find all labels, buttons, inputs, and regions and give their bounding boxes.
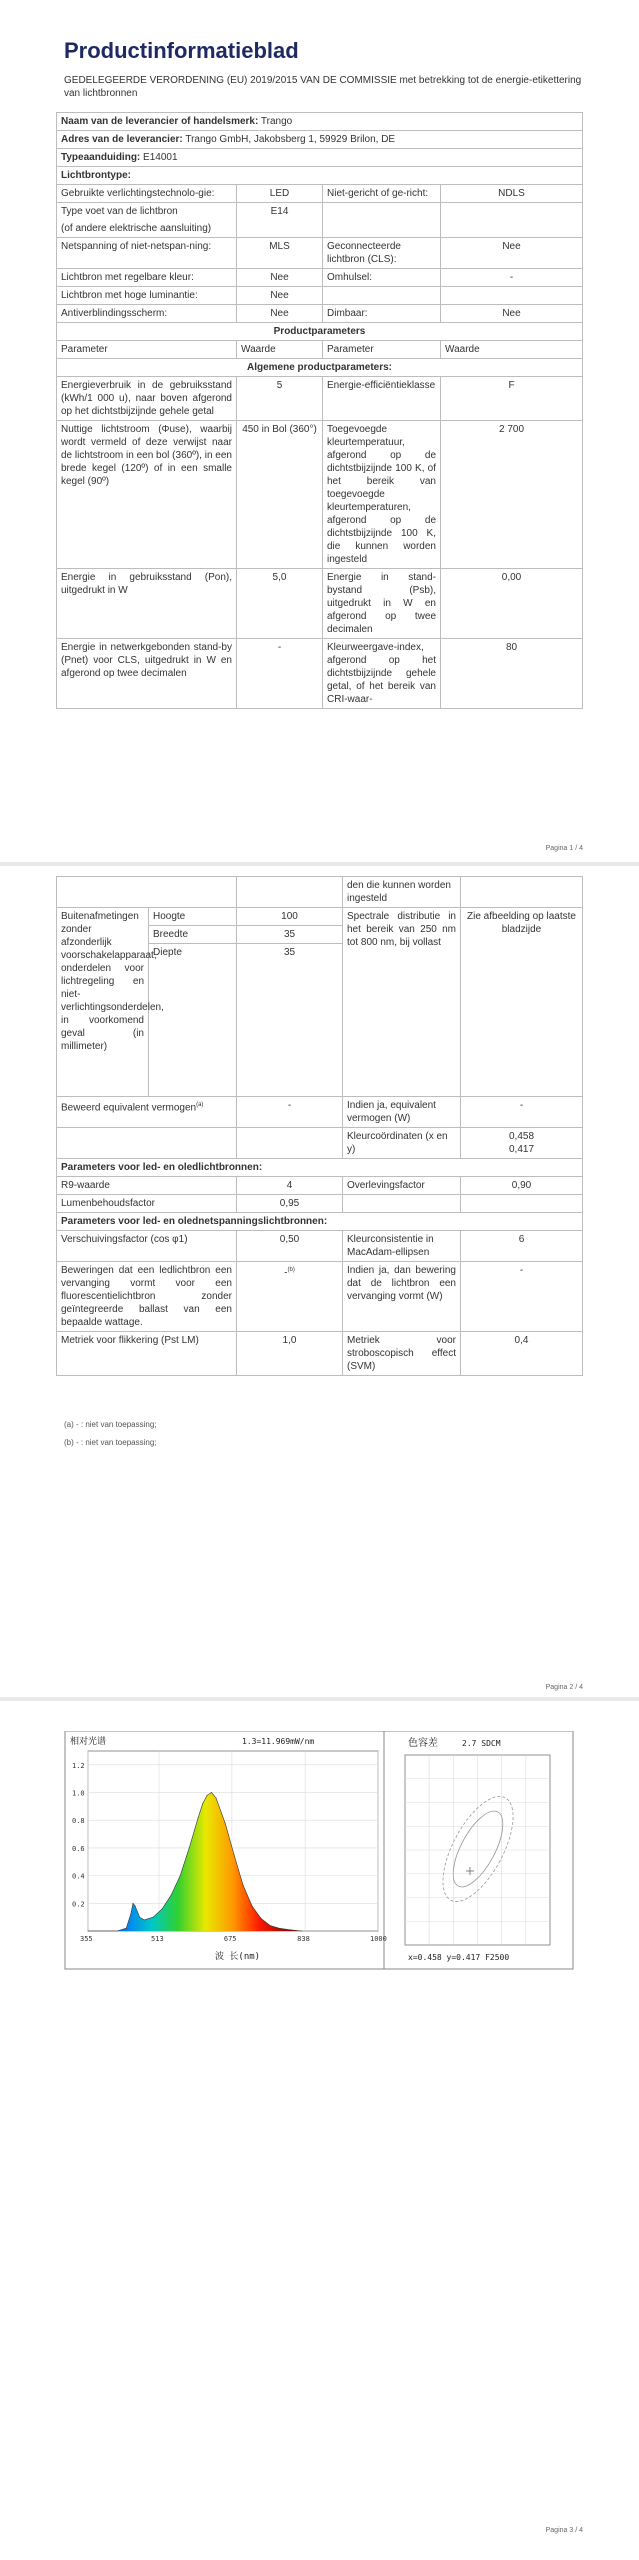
cie-title: 色容差 <box>408 1738 438 1749</box>
table-row: Verschuivingsfactor (cos φ1) 0,50 Kleurconsistentie in MacAdam-ellipsen 6 <box>57 1231 583 1262</box>
spectrum-data-point <box>144 1920 145 1921</box>
footnote-a: (a) - : niet van toepassing; <box>64 1420 157 1429</box>
mains-params-header: Parameters voor led- en olednetspanningslichtbronnen: <box>57 1213 583 1231</box>
led-params-header: Parameters voor led- en oledlichtbronnen: <box>57 1159 583 1177</box>
x-tick-label: 1000 <box>370 1935 387 1943</box>
general-params-header: Algemene productparameters: <box>57 359 583 377</box>
regulation-text: GEDELEGEERDE VERORDENING (EU) 2019/2015 VAN DE COMMISSIE met betrekking tot de energie-etikettering van lichtbronnen <box>64 75 582 99</box>
document-title: Productinformatieblad <box>64 38 299 63</box>
x-tick-label: 675 <box>223 1935 237 1943</box>
dimensions-label: Buitenafmetingen zonder afzonderlijk voorschakelapparaat, onderdelen voor lichtregeling en niet-verlichtingsonderdelen, in voorkomend geval (in millimeter) <box>57 908 149 1097</box>
spectrum-data-point <box>139 1917 140 1918</box>
table-row: Metriek voor flikkering (Pst LM) 1,0 Metriek voor stroboscopisch effect (SVM) 0,4 <box>57 1332 583 1376</box>
spectrum-data-point <box>117 1931 118 1932</box>
supplier-table <box>56 112 583 709</box>
spectrum-data-point <box>216 1798 217 1799</box>
spectrum-data-point <box>261 1918 262 1919</box>
spectrum-data-point <box>198 1817 199 1818</box>
table-row: Lichtbron met regelbare kleur: Nee Omhulsel: - <box>57 269 583 287</box>
table-row: Type voet van de lichtbron (of andere elektrische aansluiting) E14 <box>57 203 583 238</box>
x-tick-label: 513 <box>151 1935 164 1943</box>
table-row: Gebruikte verlichtingstechnolo-gie: LED Niet-gericht of ge-richt: NDLS <box>57 185 583 203</box>
supplier-row: Naam van de leverancier of handelsmerk: Trango <box>57 113 583 131</box>
page-number: Pagina 3 / 4 <box>545 2527 583 2534</box>
spectrum-info: 1.3=11.969mW/nm <box>242 1737 315 1746</box>
cie-coords: x=0.458 y=0.417 F2500 <box>408 1953 510 1962</box>
table-row: Energie in netwerkgebonden stand-by (Pnet) voor CLS, uitgedrukt in W en afgerond op twee decimalen - Kleurweergave-index, afgerond op het dichtstbijzijnde gehele getal, of het bereik van CRI-waar- 80 <box>57 639 583 709</box>
spectrum-data-point <box>153 1917 154 1918</box>
x-tick-label: 838 <box>297 1935 310 1943</box>
product-params-header: Productparameters <box>57 323 583 341</box>
spectrum-data-point <box>202 1803 203 1804</box>
table-row: den die kunnen worden ingesteld <box>57 877 583 908</box>
spectrum-data-point <box>225 1823 226 1824</box>
spectrum-data-point <box>234 1854 235 1855</box>
table-row: Beweerd equivalent vermogen$^{(a)}$ - Indien ja, equivalent vermogen (W) - <box>57 1097 583 1128</box>
type-header: Lichtbrontype: <box>57 167 583 185</box>
spectrum-data-point <box>180 1875 181 1876</box>
spectrum-data-point <box>252 1906 253 1907</box>
y-tick-label: 1.2 <box>72 1761 85 1770</box>
column-header-row: Parameter Waarde Parameter Waarde <box>57 341 583 359</box>
table-row: Lumenbehoudsfactor 0,95 <box>57 1195 583 1213</box>
spectrum-data-point <box>211 1792 212 1793</box>
spectrum-data-point <box>279 1928 280 1929</box>
y-tick-label: 0.8 <box>72 1817 85 1826</box>
table-row: Energieverbruik in de gebruiksstand (kWh/1 000 u), naar boven afgerond op het dichtstbijzijnde gehele getal 5 Energie-efficiëntieklasse F <box>57 377 583 421</box>
table-row: Beweringen dat een ledlichtbron een vervanging vormt voor een fluorescentielichtbron zonder geïntegreerde ballast van een bepaalde wattage. -$^{(b)}$ Indien ja, dan bewering dat de lichtbron een vervanging vormt (W) - <box>57 1262 583 1332</box>
spectrum-xlabel: 波 长(nm) <box>215 1952 261 1962</box>
spectrum-data-point <box>135 1906 136 1907</box>
spectrum-figure <box>0 1731 639 2031</box>
table-row: Nuttige lichtstroom (Φuse), waarbij wordt vermeld of deze verwijst naar de lichtstroom in een bol (360º), in een brede kegel (120º) of in een smalle kegel (90º) 450 in Bol (360°) Toegevoegde kleurtemperatuur, afgerond op de dichtstbijzijnde 100 K, of het bereik van toegevoegde kleurtemperaturen, afgerond op de dichtstbijzijnde 100 K, die kunnen worden ingesteld 2 700 <box>57 421 583 569</box>
cie-info: 2.7 SDCM <box>462 1739 501 1748</box>
spectrum-data-point <box>243 1885 244 1886</box>
spectrum-data-point <box>207 1795 208 1796</box>
table-row: Lichtbron met hoge luminantie: Nee <box>57 287 583 305</box>
spectrum-title: 相对光谱 <box>70 1737 107 1747</box>
spectrum-data-point <box>301 1931 302 1932</box>
page-number: Pagina 1 / 4 <box>545 845 583 852</box>
spectrum-data-point <box>88 1931 89 1932</box>
table-row: Kleurcoördinaten (x en y) 0,458 0,417 <box>57 1128 583 1159</box>
y-tick-label: 0.2 <box>72 1900 85 1909</box>
y-tick-label: 0.6 <box>72 1844 85 1853</box>
spectrum-data-point <box>133 1903 134 1904</box>
page-1 <box>0 0 639 866</box>
model-row: Typeaanduiding: E14001 <box>57 149 583 167</box>
address-row: Adres van de leverancier: Trango GmbH, Jakobsberg 1, 59929 Brilon, DE <box>57 131 583 149</box>
table-row: Energie in gebruiksstand (Pon), uitgedrukt in W 5,0 Energie in stand-bystand (Psb), uitgedrukt in W en afgerond op twee decimalen 0,00 <box>57 569 583 639</box>
spectrum-data-point <box>189 1848 190 1849</box>
spectrum-data-point <box>126 1928 127 1929</box>
spectrum-data-point <box>288 1929 289 1930</box>
dimensions-row: Buitenafmetingen zonder afzonderlijk voorschakelapparaat, onderdelen voor lichtregeling en niet-verlichtingsonderdelen, in voorkomend geval (in millimeter) Hoogte 100 Spectrale distributie in het bereik van 250 nm tot 800 nm, bij vollast Zie afbeelding op laatste bladzijde <box>57 908 583 926</box>
spectrum-data-point <box>171 1895 172 1896</box>
y-tick-label: 1.0 <box>72 1789 85 1798</box>
footnote-b: (b) - : niet van toepassing; <box>64 1438 157 1447</box>
page-2 <box>0 866 639 1701</box>
page-3 <box>0 1701 639 2560</box>
table-row: Netspanning of niet-netspan-ning: MLS Geconnecteerde lichtbron (CLS): Nee <box>57 238 583 269</box>
x-tick-label: 355 <box>80 1935 93 1943</box>
table-row: R9-waarde 4 Overlevingsfactor 0,90 <box>57 1177 583 1195</box>
table-row: Antiverblindingsscherm: Nee Dimbaar: Nee <box>57 305 583 323</box>
page-number: Pagina 2 / 4 <box>545 1684 583 1691</box>
spectrum-data-point <box>270 1925 271 1926</box>
spectrum-data-point <box>162 1908 163 1909</box>
parameters-table-continued: den die kunnen worden ingesteld Buitenafmetingen zonder afzonderlijk voorschakelapparaat, onderdelen voor lichtregeling en niet-verlichtingsonderdelen, in voorkomend geval (in millimeter) Hoogte 100 Spectrale distributie in het bereik van 250 nm tot 800 nm, bij vollast Zie afbeelding op laatste bladzijde Breedte 35 Diepte 35 Beweerd equivalent vermogen$^{(a)}$ - Indien ja, equivalent vermogen (W) - Kleurcoördinaten (x en y) 0,458 0,417 Parameters voor led- en oledlichtbronnen: R9-waarde 4 Overlevingsfactor 0,90 Lumenbehoudsfactor 0,95 Parameters voor led- en olednetspanningslichtbronnen: Verschuivingsfactor (cos φ1) 0,50 Kleurconsistentie in MacAdam-ellipsen 6 Beweringen dat een ledlichtbron een vervanging vormt voor een fluorescentielichtbron zonder geïntegreerde ballast van een bepaalde wattage. -$^{(b)}$ Indien ja, dan bewering dat de lichtbron een vervanging vormt (W) - Metriek voor flikkering (Pst LM) 1,0 Metriek voor stroboscopisch effect (SVM) 0,4 <box>56 876 583 1376</box>
spectrum-data-point <box>130 1914 131 1915</box>
y-tick-label: 0.4 <box>72 1872 85 1881</box>
